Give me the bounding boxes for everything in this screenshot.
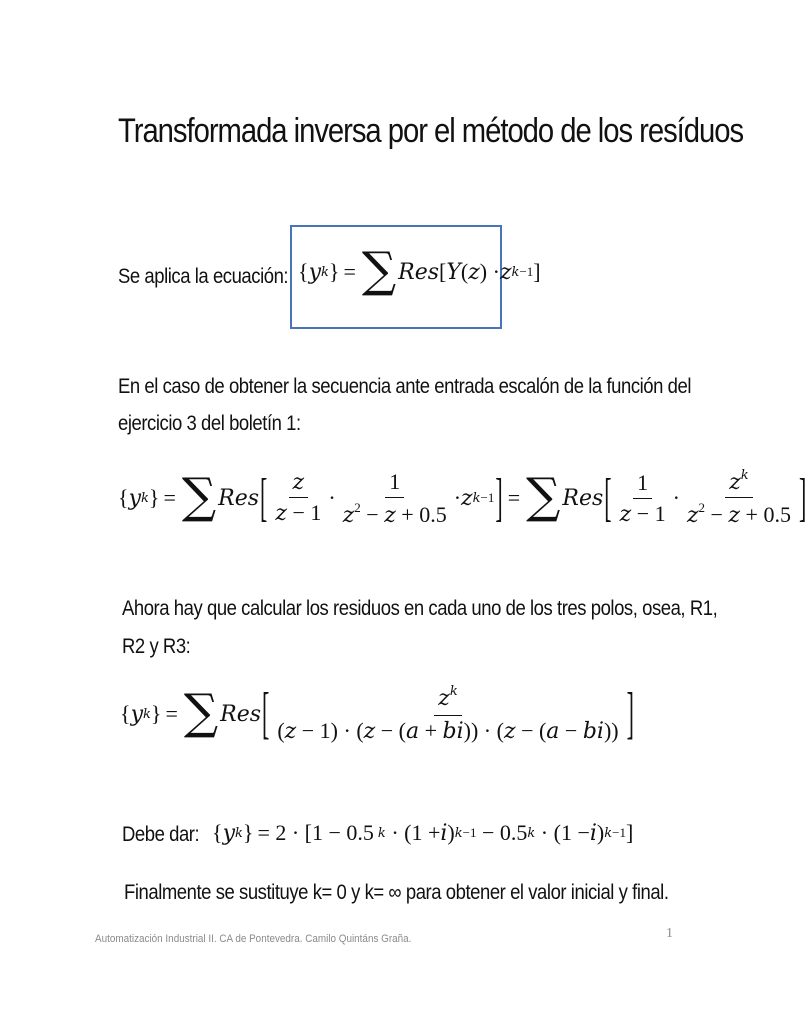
page-title: Transformada inversa por el método de los resíduos [118, 112, 744, 150]
intro-label: Se aplica la ecuación: [118, 265, 289, 288]
equation-step-2: { y k } = ∑ Res [ $\frac{z^k}{(z - 1) \cdot (z - (a + bi)) \cdot (z - (a - bi))}$ ] [120, 680, 634, 746]
paragraph2-line2: R2 y R3: [122, 635, 191, 658]
paragraph2-line1: Ahora hay que calcular los residuos en cada uno de los tres polos, osea, R1, [122, 597, 718, 620]
page-number: 1 [666, 926, 673, 941]
conclusion-text: Finalmente se sustituye k= 0 y k= ∞ para obtener el valor inicial y final. [124, 881, 669, 904]
footer-text: Automatización Industrial II. CA de Pontevedra. Camilo Quintáns Graña. [95, 933, 412, 945]
equation-result: { y k } = 2 · [1 − 0.5 k · (1 + i ) k−1 − 0.5 k · (1 − i ) k−1 ] [212, 820, 634, 846]
paragraph1-line2: ejercicio 3 del boletín 1: [118, 412, 301, 435]
equation-step-1: { y k } = ∑ Res [ $\frac{z}{z - 1}$ · $\frac{1}{z^2 - z + 0.5}$ · z k−1 ] = ∑ Res [ $\frac{1}{z - 1}$ · $\frac{z^k}{z^2 - z + 0.5}$ ] [118, 466, 807, 528]
paragraph1-line1: En el caso de obtener la secuencia ante entrada escalón de la función del [118, 375, 692, 398]
result-label: Debe dar: [122, 823, 200, 846]
equation-boxed: { y k } = ∑ Res [ Y ( z ) · z k−1 ] [298, 242, 541, 298]
